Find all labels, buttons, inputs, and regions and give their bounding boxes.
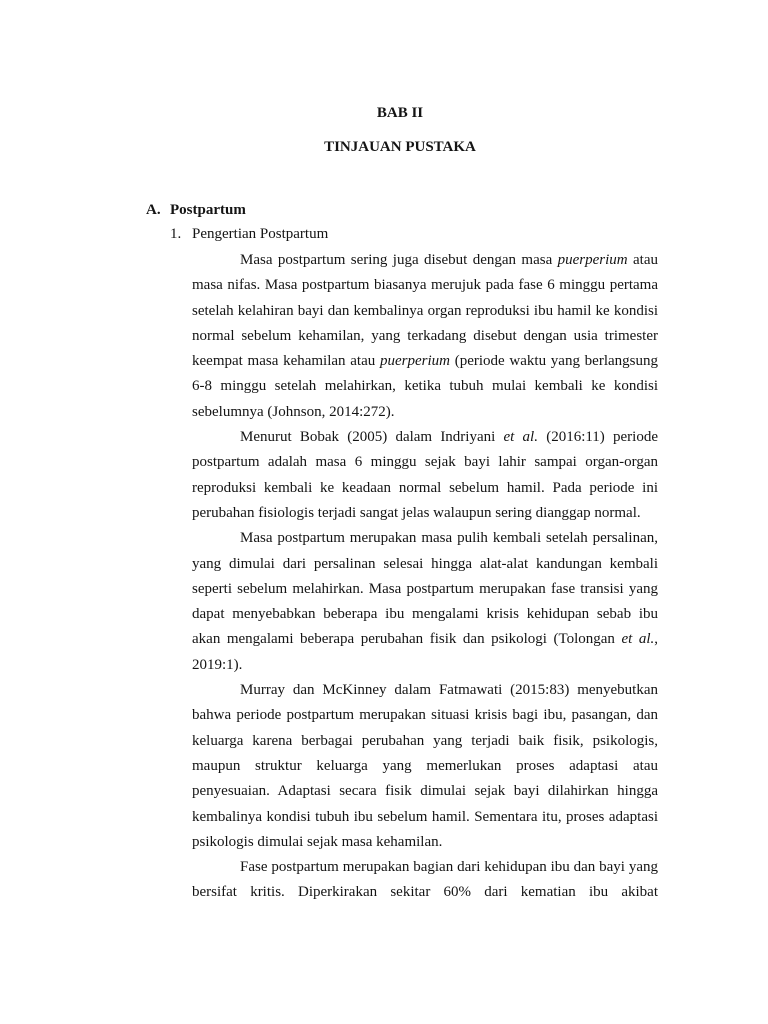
body-paragraph xyxy=(192,678,658,855)
body-text xyxy=(192,248,658,906)
text-run: Murray dan McKinney dalam Fatmawati (2015:83) menyebutkan bahwa periode postpartum merupakan situasi krisis bagi ibu, pasangan, dan keluarga karena berbagai perubahan yang terjadi baik fisik, psikologis, maupun struktur keluarga yang memerlukan proses adaptasi atau penyesuaian. Adaptasi secara fisik dimulai sejak bayi dilahirkan hingga kembalinya kondisi tubuh ibu sebelum hamil. Sementara itu, proses adaptasi psikologis dimulai sejak masa kehamilan. xyxy=(192,682,658,850)
italic-text-run: et al. xyxy=(503,429,538,446)
chapter-number: BAB II xyxy=(376,105,424,121)
body-paragraph xyxy=(192,526,658,678)
text-run: Masa postpartum merupakan masa pulih kembali setelah persalinan, yang dimulai dari persalinan selesai hingga alat-alat kandungan kembali seperti sebelum melahirkan. Masa postpartum merupakan fase transisi yang dapat menyebabkan beberapa ibu mengalami krisis kehidupan sebab ibu akan mengalami beberapa perubahan fisik dan psikologi (Tolongan xyxy=(192,530,658,648)
text-run: , 2019:1). xyxy=(192,631,658,673)
subsection-marker: 1. xyxy=(170,226,182,242)
section-heading xyxy=(146,200,246,220)
text-run: Menurut Bobak (2005) dalam Indriyani xyxy=(240,429,504,446)
text-run: Fase postpartum merupakan bagian dari kehidupan ibu dan bayi yang bersifat kritis. Diperkirakan sekitar 60% dari kematian ibu akibat xyxy=(192,859,658,901)
text-run: (periode waktu yang berlangsung 6-8 minggu setelah melahirkan, ketika tubuh mulai kembali ke kondisi sebelumnya (Johnson, 2014:272). xyxy=(192,353,659,420)
text-run: atau masa nifas. Masa postpartum biasanya merujuk pada fase 6 minggu pertama setelah kelahiran bayi dan kembalinya organ reproduksi ibu hamil ke kondisi normal sebelum kehamilan, yang terkadang disebut dengan usia trimester keempat masa kehamilan atau xyxy=(192,252,658,370)
body-paragraph xyxy=(192,855,658,906)
subsection-heading xyxy=(170,224,328,244)
text-run: Masa postpartum sering juga disebut dengan masa xyxy=(240,252,558,268)
subsection-title: Pengertian Postpartum xyxy=(192,226,329,242)
section-title: Postpartum xyxy=(170,202,246,218)
chapter-title: TINJAUAN PUSTAKA xyxy=(324,139,476,155)
italic-text-run: et al. xyxy=(621,631,655,648)
text-run: (2016:11) periode postpartum adalah masa 6 minggu sejak bayi lahir sampai organ-organ reproduksi kembali ke keadaan normal sebelum hamil. Pada periode ini perubahan fisiologis terjadi sangat jelas walaupun sering dianggap normal. xyxy=(192,429,658,521)
body-paragraph xyxy=(192,425,658,526)
section-marker: A. xyxy=(146,202,161,218)
italic-text-run: puerperium xyxy=(380,353,450,370)
body-paragraph xyxy=(192,248,658,425)
italic-text-run: puerperium xyxy=(557,252,628,268)
